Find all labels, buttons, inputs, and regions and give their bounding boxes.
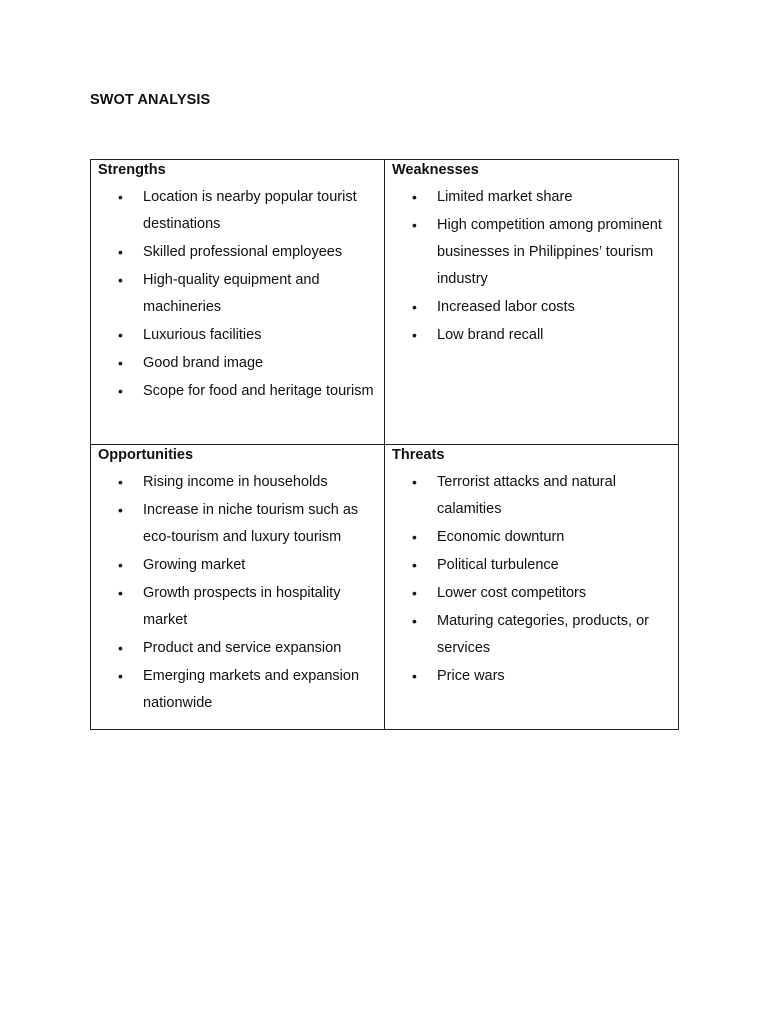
threats-item [385,524,678,551]
strengths-item [91,267,384,321]
strengths-item [91,239,384,266]
strengths-item-text: Skilled professional employees [143,244,343,260]
weaknesses-item-text: Increased labor costs [437,299,575,315]
strengths-item-text: Scope for food and heritage tourism [143,383,374,399]
opportunities-item [91,497,384,551]
bullet-icon: • [412,217,417,233]
strengths-item [91,350,384,377]
threats-item [385,552,678,579]
bullet-icon: • [118,383,123,399]
swot-table [90,159,679,730]
bullet-icon: • [118,355,123,371]
bullet-icon: • [412,557,417,573]
opportunities-item [91,663,384,717]
strengths-item [91,184,384,238]
bullet-icon: • [118,474,123,490]
weaknesses-item [385,212,678,293]
opportunities-cell [91,445,385,730]
opportunities-item [91,580,384,634]
bullet-icon: • [118,272,123,288]
strengths-cell [91,160,385,445]
bullet-icon: • [118,668,123,684]
opportunities-item-text: Growing market [143,557,246,573]
opportunities-list [91,469,384,717]
strengths-item [91,322,384,349]
threats-item [385,608,678,662]
strengths-item-text: High-quality equipment and machineries [143,272,320,315]
weaknesses-item [385,322,678,349]
bullet-icon: • [118,502,123,518]
threats-title: Threats [392,447,445,463]
weaknesses-item-text: Limited market share [437,189,573,205]
weaknesses-list [385,184,678,349]
bullet-icon: • [118,640,123,656]
bullet-icon: • [412,327,417,343]
threats-list [385,469,678,690]
bullet-icon: • [412,529,417,545]
bullet-icon: • [118,244,123,260]
bullet-icon: • [118,189,123,205]
threats-item [385,580,678,607]
strengths-title: Strengths [98,162,166,178]
threats-item-text: Lower cost competitors [437,585,587,601]
threats-item [385,469,678,523]
opportunities-item-text: Growth prospects in hospitality market [143,585,341,628]
strengths-item-text: Good brand image [143,355,264,371]
threats-item-text: Economic downturn [437,529,565,545]
opportunities-item [91,469,384,496]
strengths-list [91,184,384,405]
swot-row-top [91,160,679,445]
bullet-icon: • [412,299,417,315]
threats-item-text: Terrorist attacks and natural calamities [437,474,616,517]
bullet-icon: • [118,327,123,343]
threats-item-text: Price wars [437,668,505,684]
opportunities-item-text: Rising income in households [143,474,328,490]
opportunities-item [91,552,384,579]
threats-item-text: Maturing categories, products, or services [437,613,649,656]
threats-item [385,663,678,690]
bullet-icon: • [412,474,417,490]
threats-cell [385,445,679,730]
bullet-icon: • [412,613,417,629]
opportunities-item-text: Emerging markets and expansion nationwide [143,668,360,711]
opportunities-item-text: Product and service expansion [143,640,342,656]
weaknesses-item-text: High competition among prominent businesses in Philippines’ tourism industry [437,217,662,287]
weaknesses-item-text: Low brand recall [437,327,544,343]
threats-item-text: Political turbulence [437,557,559,573]
bullet-icon: • [118,557,123,573]
bullet-icon: • [412,585,417,601]
weaknesses-cell [385,160,679,445]
opportunities-title: Opportunities [98,447,194,463]
bullet-icon: • [412,668,417,684]
opportunities-item [91,635,384,662]
swot-row-bottom [91,445,679,730]
opportunities-item-text: Increase in niche tourism such as eco-tourism and luxury tourism [143,502,359,545]
strengths-item-text: Location is nearby popular tourist destinations [143,189,357,232]
weaknesses-item [385,294,678,321]
weaknesses-title: Weaknesses [392,162,479,178]
bullet-icon: • [412,189,417,205]
document-title: SWOT ANALYSIS [90,92,211,108]
strengths-item-text: Luxurious facilities [143,327,262,343]
strengths-item [91,378,384,405]
bullet-icon: • [118,585,123,601]
weaknesses-item [385,184,678,211]
